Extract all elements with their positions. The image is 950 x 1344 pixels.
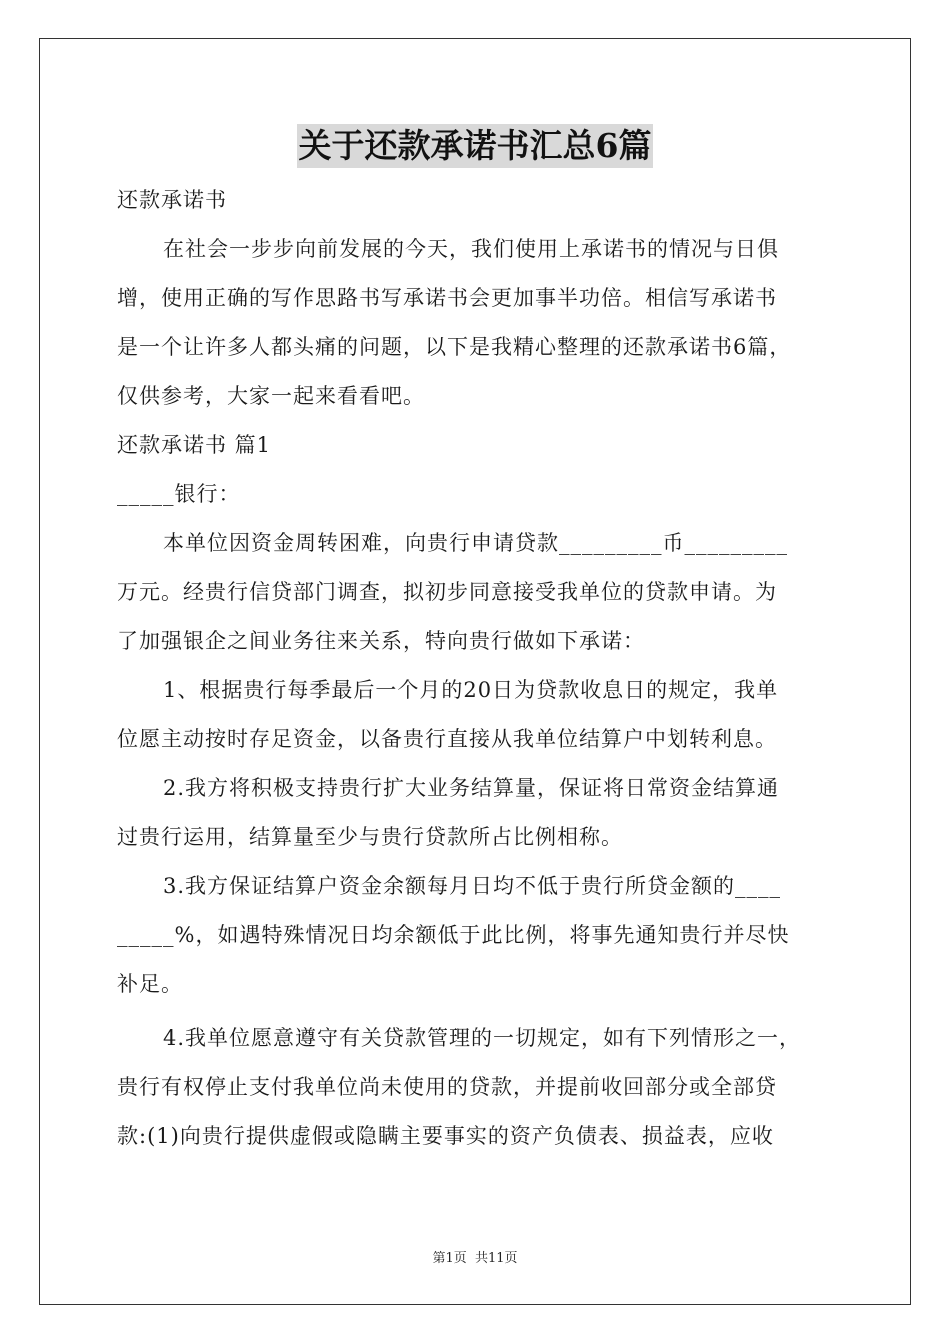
paragraph-line: 在社会一步步向前发展的今天，我们使用上承诺书的情况与日俱 [163,237,779,261]
paragraph-line: 款:(1)向贵行提供虚假或隐瞒主要事实的资产负债表、损益表，应收 [117,1124,774,1148]
page-total: 共11页 [474,1251,518,1266]
page-footer [0,1247,950,1266]
page-number: 第1页 [432,1251,467,1266]
paragraph-line: 贵行有权停止支付我单位尚未使用的贷款，并提前收回部分或全部贷 [117,1075,777,1099]
document-title: 关于还款承诺书汇总6篇 [297,124,654,168]
paragraph-line: 本单位因资金周转困难，向贵行申请贷款_________币_________ [163,531,788,555]
paragraph-line: 了加强银企之间业务往来关系，特向贵行做如下承诺： [117,629,645,653]
paragraph-line: 增，使用正确的写作思路书写承诺书会更加事半功倍。相信写承诺书 [117,286,777,310]
paragraph-line: 仅供参考，大家一起来看看吧。 [117,384,425,408]
paragraph-line: 3.我方保证结算户资金余额每月日均不低于贵行所贷金额的____ [163,874,782,898]
paragraph-line: 4.我单位愿意遵守有关贷款管理的一切规定，如有下列情形之一， [163,1026,802,1050]
salutation-line: _____银行： [117,482,241,506]
document-body [117,176,837,1161]
paragraph-line: 是一个让许多人都头痛的问题，以下是我精心整理的还款承诺书6篇， [117,335,792,359]
paragraph-line: 万元。经贵行信贷部门调查，拟初步同意接受我单位的贷款申请。为 [117,580,777,604]
paragraph-line: _____%，如遇特殊情况日均余额低于此比例，将事先通知贵行并尽快 [117,923,790,947]
section-heading: 还款承诺书 [117,188,227,212]
section-heading: 还款承诺书 篇1 [117,433,272,457]
paragraph-line: 2.我方将积极支持贵行扩大业务结算量，保证将日常资金结算通 [163,776,780,800]
title-container [0,124,950,168]
paragraph-line: 补足。 [117,972,183,996]
paragraph-line: 1、根据贵行每季最后一个月的20日为贷款收息日的规定，我单 [163,678,779,702]
paragraph-line: 位愿主动按时存足资金，以备贵行直接从我单位结算户中划转利息。 [117,727,777,751]
paragraph-line: 过贵行运用，结算量至少与贵行贷款所占比例相称。 [117,825,623,849]
